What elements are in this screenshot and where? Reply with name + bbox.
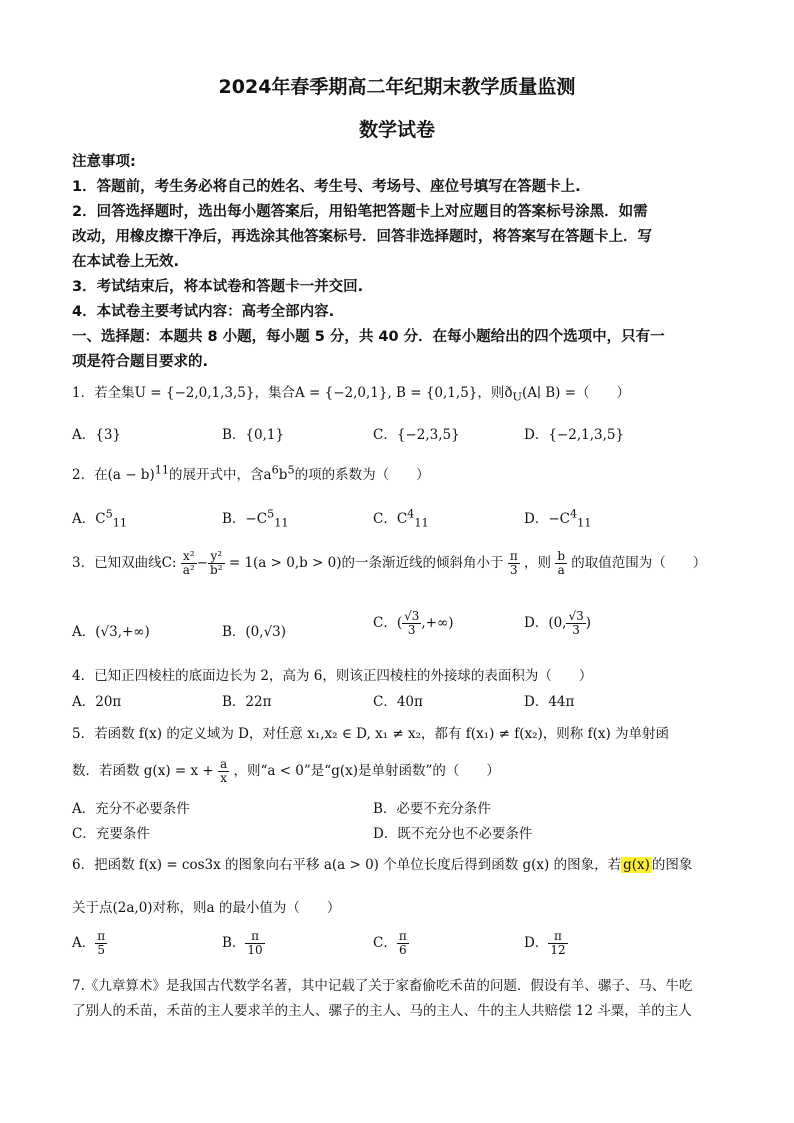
q3-y2: y² bbox=[208, 550, 225, 564]
q3-mid2: ，则 bbox=[524, 555, 552, 572]
q3-a: a bbox=[557, 563, 565, 578]
question-1-stem bbox=[72, 381, 630, 404]
q3-mid: = 1(a > 0,b > 0)的一条渐近线的倾斜角小于 bbox=[228, 555, 504, 572]
question-5-stem-line2 bbox=[72, 758, 500, 785]
q4-option-b: B．22π bbox=[222, 694, 272, 710]
q5-num: a bbox=[220, 757, 228, 771]
exam-subtitle: 数学试卷 bbox=[358, 119, 435, 141]
q3-frac-ba bbox=[555, 550, 567, 577]
q3-pre: 3．已知双曲线C: bbox=[72, 555, 177, 572]
q2-exp-b: 5 bbox=[287, 463, 295, 477]
q2-a-sup: 5 bbox=[105, 507, 113, 521]
q2-stem-end: 的展开式中，含a bbox=[169, 467, 272, 483]
q3-frac-x bbox=[181, 550, 197, 577]
note-2c: 在本试卷上无效. bbox=[72, 254, 180, 270]
q1-option-b: B．{0,1} bbox=[222, 427, 285, 443]
q2-b-sup: 5 bbox=[267, 507, 275, 521]
section-heading-line1: 一、选择题：本题共 8 小题，每小题 5 分，共 40 分．在每小题给出的四个选项中，只有一 bbox=[72, 329, 665, 345]
q2-c-sub: 11 bbox=[414, 516, 429, 530]
q3-d-num: √3 bbox=[568, 609, 584, 623]
q2-exp-a: 6 bbox=[271, 463, 279, 477]
q5-option-c: C．充要条件 bbox=[72, 826, 150, 842]
q3-b2: b² bbox=[210, 563, 223, 578]
question-4-stem: 4．已知正四棱柱的底面边长为 2，高为 6，则该正四棱柱的外接球的表面积为（ ） bbox=[72, 668, 593, 684]
q5-pre: 数．若函数 g(x) = x + bbox=[72, 763, 214, 780]
q6-b-frac bbox=[245, 930, 264, 957]
q1-stem-end: (A∣ B) =（ ） bbox=[521, 385, 631, 401]
q1-option-a: A．{3} bbox=[72, 427, 122, 443]
q2-c-text: C．C bbox=[373, 511, 408, 527]
note-4: 4．本试卷主要考试内容：高考全部内容. bbox=[72, 304, 335, 320]
q6-pre: 6．把函数 f(x) = cos3x 的图象向右平移 a(a > 0) 个单位长度后得到函数 g(x) 的图象，若 bbox=[72, 857, 622, 873]
q6-a-frac bbox=[95, 930, 107, 957]
question-6-stem-line1 bbox=[72, 853, 692, 873]
question-3-stem: 3．已知双曲线C: $\frac{\text{x²}}{\text{a²}}$ − $\frac{\text{y²}}{\text{b²}}$ = 1(a > 0,b > 0)的一条渐近线的倾斜角小于 $\frac{\pi}{3}$ ，则 $\frac{b}{a}$ 的取值范围为（ ） bbox=[72, 549, 707, 578]
q6-option-c bbox=[373, 930, 409, 957]
q3-d-post: ) bbox=[585, 615, 592, 632]
exam-title: 2024年春季期高二年纪期末教学质量监测 bbox=[218, 76, 576, 98]
q6-c-pre: C． bbox=[373, 935, 397, 952]
q6-b-num: π bbox=[245, 930, 264, 944]
note-1: 1．答题前，考生务必将自己的姓名、考生号、考场号、座位号填写在答题卡上. bbox=[72, 179, 581, 195]
q5-den: x bbox=[220, 771, 227, 786]
q2-b-text: B．−C bbox=[222, 511, 268, 527]
note-2a: 2．回答选择题时，选出每小题答案后，用铅笔把答题卡上对应题目的答案标号涂黑．如需 bbox=[72, 204, 648, 220]
q2-a-sub: 11 bbox=[112, 516, 128, 530]
q6-c-den: 6 bbox=[398, 943, 407, 958]
q6-d-den: 12 bbox=[550, 943, 566, 958]
q1-stem-text: 1．若全集U = {−2,0,1,3,5}，集合A = {−2,0,1}, B = {0,1,5}，则ð bbox=[72, 385, 513, 401]
q6-b-pre: B． bbox=[222, 935, 246, 952]
q6-highlight: g(x) bbox=[623, 857, 650, 873]
q3-x2: x² bbox=[181, 550, 197, 564]
q6-a-pre: A． bbox=[72, 935, 96, 952]
q1-option-c: C．{−2,3,5} bbox=[373, 427, 460, 443]
q3-frac-y bbox=[208, 550, 225, 577]
q3-d-frac bbox=[566, 610, 585, 637]
q2-b-sub: 11 bbox=[274, 516, 289, 530]
q5-frac bbox=[218, 758, 229, 785]
note-3: 3．考试结束后，将本试卷和答题卡一并交回. bbox=[72, 279, 364, 295]
q5-post: ，则“a < 0”是“g(x)是单射函数”的（ ） bbox=[233, 763, 500, 780]
q2-stem-tail: 的项的系数为（ ） bbox=[294, 467, 430, 483]
q3-c-num: √3 bbox=[404, 609, 420, 623]
q6-a-num: π bbox=[97, 929, 106, 943]
q3-c-frac bbox=[402, 610, 421, 637]
q3-option-c bbox=[373, 610, 454, 637]
q6-b-den: 10 bbox=[247, 943, 263, 958]
q2-stem-text: 2．在(a − b) bbox=[72, 467, 155, 483]
question-7-line2: 了别人的禾苗，禾苗的主人要求羊的主人、骡子的主人、马的主人、牛的主人共赔偿 12 斗粟，羊的主人 bbox=[72, 1003, 692, 1019]
q2-d-sub: 11 bbox=[577, 516, 592, 530]
q3-pi: π bbox=[509, 549, 518, 563]
q5-option-a: A．充分不必要条件 bbox=[72, 801, 190, 817]
q6-d-frac bbox=[548, 930, 567, 957]
q3-c-den: 3 bbox=[407, 623, 416, 638]
q3-d-pre: D．(0, bbox=[524, 615, 567, 632]
q1-stem-sub: U bbox=[512, 390, 522, 404]
q3-c-post: ,+∞) bbox=[421, 615, 454, 632]
q2-option-c bbox=[373, 507, 429, 530]
q3-option-a: A．(√3,+∞) bbox=[72, 624, 150, 640]
q6-post: 的图象 bbox=[651, 857, 693, 873]
q2-option-d bbox=[524, 507, 591, 530]
q3-end: 的取值范围为（ ） bbox=[571, 555, 707, 572]
q2-d-text: D．−C bbox=[524, 511, 570, 527]
note-2b: 改动，用橡皮擦干净后，再选涂其他答案标号．回答非选择题时，将答案写在答题卡上．写 bbox=[72, 229, 652, 245]
q5-option-d: D．既不充分也不必要条件 bbox=[373, 826, 533, 842]
question-2-stem bbox=[72, 463, 430, 483]
q6-a-den: 5 bbox=[97, 943, 106, 958]
q3-a2: a² bbox=[182, 563, 195, 578]
q6-option-a bbox=[72, 930, 107, 957]
q3-option-d bbox=[524, 610, 591, 637]
q2-option-b bbox=[222, 507, 289, 530]
q3-b: b bbox=[557, 549, 565, 563]
q6-d-pre: D． bbox=[524, 935, 549, 952]
q2-d-sup: 4 bbox=[569, 507, 578, 521]
question-6-stem-line2: 关于点(2a,0)对称，则a 的最小值为（ ） bbox=[72, 900, 341, 916]
q4-option-d: D．44π bbox=[524, 694, 575, 710]
q6-option-b bbox=[222, 930, 265, 957]
notes-heading: 注意事项: bbox=[72, 154, 136, 170]
q2-a-text: A．C bbox=[72, 511, 106, 527]
q4-option-c: C．40π bbox=[373, 694, 423, 710]
q3-d-den: 3 bbox=[572, 623, 580, 638]
section-heading-line2: 项是符合题目要求的. bbox=[72, 354, 209, 370]
q2-option-a bbox=[72, 507, 127, 530]
q1-option-d: D．{−2,1,3,5} bbox=[524, 427, 625, 443]
q5-option-b: B．必要不充分条件 bbox=[373, 801, 491, 817]
q6-option-d bbox=[524, 930, 568, 957]
question-7-line1: 7.《九章算术》是我国古代数学名著，其中记载了关于家畜偷吃禾苗的问题．假设有羊、骡子、马、牛吃 bbox=[72, 978, 693, 994]
question-5-stem-line1: 5．若函数 f(x) 的定义域为 D，对任意 x₁,x₂ ∈ D, x₁ ≠ x₂，都有 f(x₁) ≠ f(x₂)，则称 f(x) 为单射函 bbox=[72, 726, 670, 742]
q3-frac-pi bbox=[508, 550, 520, 577]
q3-three: 3 bbox=[509, 563, 518, 578]
q3-option-b: B．(0,√3) bbox=[222, 624, 287, 640]
q4-option-a: A．20π bbox=[72, 694, 122, 710]
q2-c-sup: 4 bbox=[407, 507, 415, 521]
q3-c-pre: C．( bbox=[373, 615, 403, 632]
q6-d-num: π bbox=[548, 930, 567, 944]
q2-b: b bbox=[278, 467, 288, 483]
q6-c-num: π bbox=[398, 929, 407, 943]
q6-c-frac bbox=[397, 930, 409, 957]
q2-exp: 11 bbox=[154, 463, 170, 477]
